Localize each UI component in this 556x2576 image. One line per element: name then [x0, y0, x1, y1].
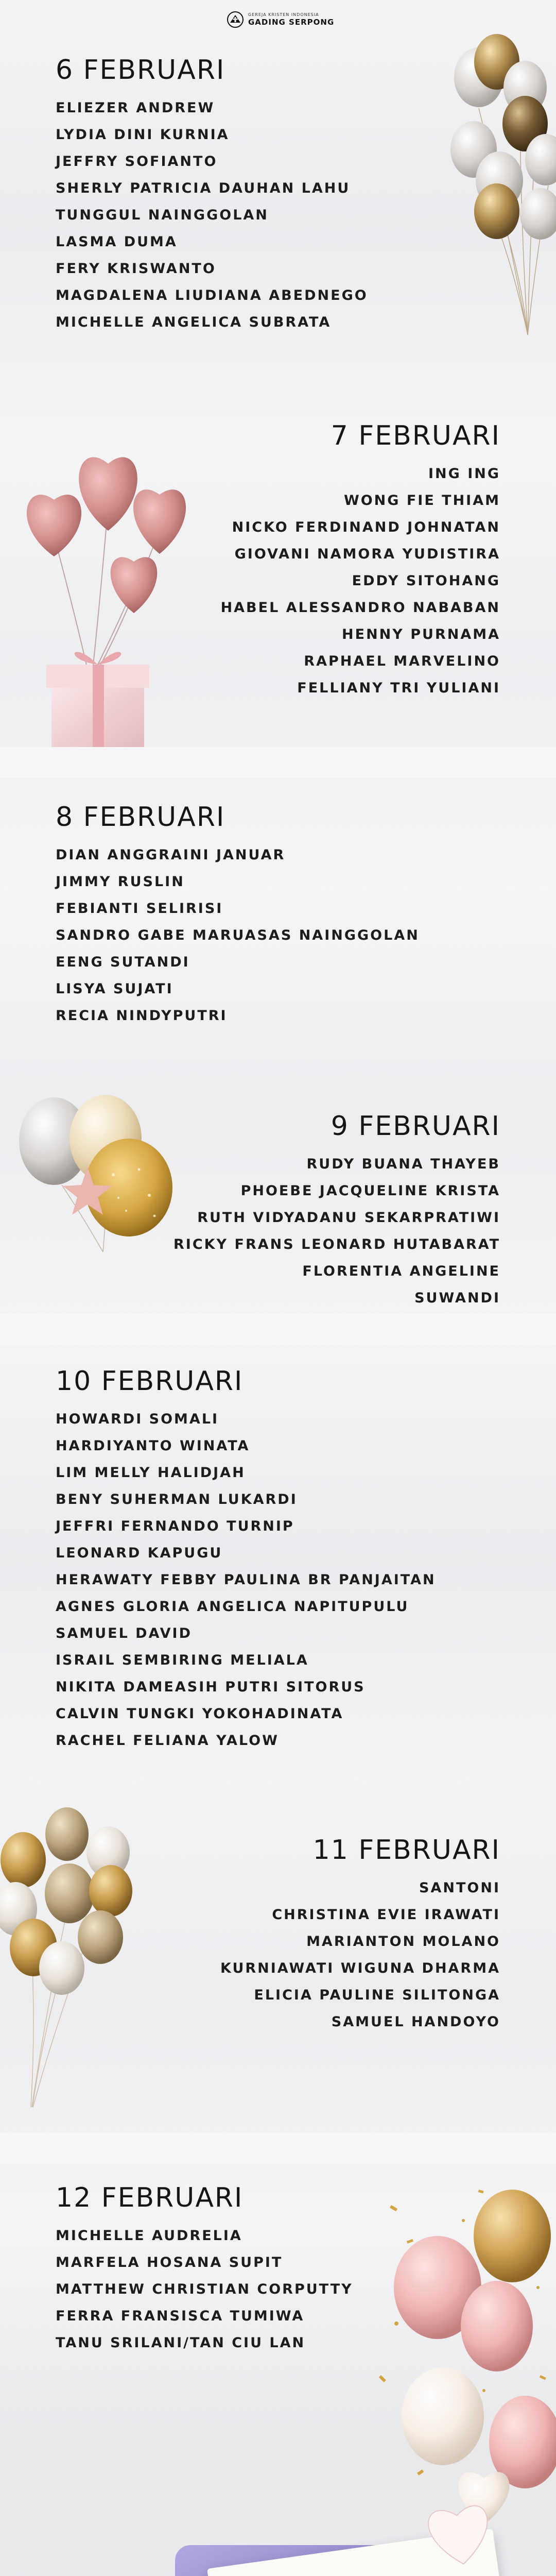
name-item: FEBIANTI SELIRISI	[56, 901, 223, 917]
birthday-section-9-feb	[173, 1113, 500, 1312]
name-item: SAMUEL HANDOYO	[331, 2014, 500, 2030]
name-item: MATTHEW CHRISTIAN CORPUTTY	[56, 2281, 353, 2297]
section-date: 11 FEBRUARI	[312, 1835, 500, 1866]
name-item: JIMMY RUSLIN	[56, 874, 185, 890]
name-item: ISRAIL SEMBIRING MELIALA	[56, 1652, 309, 1668]
logo-top-text: GEREJA KRISTEN INDONESIA	[248, 12, 319, 17]
name-item: SUWANDI	[414, 1290, 500, 1306]
name-item: NICKO FERDINAND JOHNATAN	[232, 519, 500, 535]
name-item: GIOVANI NAMORA YUDISTIRA	[234, 546, 500, 562]
name-item: NIKITA DAMEASIH PUTRI SITORUS	[56, 1679, 366, 1695]
name-item: HABEL ALESSANDRO NABABAN	[220, 600, 500, 616]
name-item: RACHEL FELIANA YALOW	[56, 1733, 279, 1749]
background-band	[0, 1314, 556, 1345]
name-item: SAMUEL DAVID	[56, 1625, 193, 1641]
name-item: RAPHAEL MARVELINO	[304, 653, 500, 669]
name-item: ING ING	[428, 466, 500, 482]
church-logo-icon	[227, 11, 244, 28]
name-item: FERY KRISWANTO	[56, 261, 216, 277]
name-item: CHRISTINA EVIE IRAWATI	[272, 1907, 500, 1923]
name-item: SANDRO GABE MARUASAS NAINGGOLAN	[56, 927, 420, 943]
section-date: 8 FEBRUARI	[56, 802, 225, 833]
name-item: MICHELLE AUDRELIA	[56, 2228, 242, 2244]
name-item: JEFFRY SOFIANTO	[56, 154, 218, 170]
birthday-section-10-feb	[56, 1368, 436, 1754]
name-item: MARIANTON MOLANO	[306, 1934, 500, 1950]
name-item: FELLIANY TRI YULIANI	[297, 680, 500, 696]
name-item: LISYA SUJATI	[56, 981, 173, 997]
name-item: BENY SUHERMAN LUKARDI	[56, 1492, 298, 1507]
name-item: MAGDALENA LIUDIANA ABEDNEGO	[56, 287, 368, 303]
logo-main-text: GADING SERPONG	[248, 18, 335, 27]
name-item: EDDY SITOHANG	[352, 573, 500, 589]
name-item: ELICIA PAULINE SILITONGA	[254, 1987, 500, 2003]
name-item: ELIEZER ANDREW	[56, 100, 215, 116]
name-item: FLORENTIA ANGELINE	[302, 1263, 500, 1279]
name-item: SANTONI	[419, 1880, 500, 1896]
name-item: RICKY FRANS LEONARD HUTABARAT	[173, 1236, 500, 1252]
section-date: 10 FEBRUARI	[56, 1366, 244, 1397]
name-item: KURNIAWATI WIGUNA DHARMA	[220, 1960, 500, 1976]
name-item: TUNGGUL NAINGGOLAN	[56, 207, 269, 223]
name-list	[56, 2223, 353, 2357]
name-item: WONG FIE THIAM	[343, 493, 500, 509]
name-list	[56, 842, 420, 1029]
name-item: HERAWATY FEBBY PAULINA BR PANJAITAN	[56, 1572, 436, 1588]
name-item: RUDY BUANA THAYEB	[306, 1156, 500, 1172]
heart-balloons-gift-icon	[15, 428, 211, 747]
birthday-section-8-feb	[56, 804, 420, 1029]
section-date: 12 FEBRUARI	[56, 2182, 244, 2213]
name-item: LEONARD KAPUGU	[56, 1545, 223, 1561]
church-logo	[227, 8, 335, 31]
name-item: FERRA FRANSISCA TUMIWA	[56, 2308, 305, 2324]
birthday-section-6-feb	[56, 57, 368, 336]
name-item: HENNY PURNAMA	[342, 626, 500, 642]
name-item: DIAN ANGGRAINI JANUAR	[56, 847, 286, 863]
name-item: MICHELLE ANGELICA SUBRATA	[56, 314, 332, 330]
name-list	[220, 1875, 500, 2036]
section-date: 9 FEBRUARI	[331, 1111, 500, 1142]
gold-balloons-icon	[443, 31, 556, 340]
name-list	[56, 95, 368, 336]
name-list	[221, 461, 500, 702]
card-heart-icon	[416, 2492, 502, 2574]
gold-silver-balloons-icon	[15, 1082, 185, 1257]
name-item: LIM MELLY HALIDJAH	[56, 1465, 246, 1481]
name-item: MARFELA HOSANA SUPIT	[56, 2255, 283, 2270]
name-item: HARDIYANTO WINATA	[56, 1438, 250, 1454]
name-item: CALVIN TUNGKI YOKOHADINATA	[56, 1706, 344, 1722]
name-item: LYDIA DINI KURNIA	[56, 127, 230, 143]
name-item: SHERLY PATRICIA DAUHAN LAHU	[56, 180, 351, 196]
name-item: EENG SUTANDI	[56, 954, 190, 970]
name-list	[56, 1406, 436, 1754]
name-item: AGNES GLORIA ANGELICA NAPITUPULU	[56, 1599, 409, 1615]
name-list	[173, 1151, 500, 1312]
name-item: RUTH VIDYADANU SEKARPRATIWI	[197, 1210, 500, 1226]
section-date: 6 FEBRUARI	[56, 55, 225, 86]
background-band	[0, 747, 556, 778]
section-date: 7 FEBRUARI	[331, 420, 500, 451]
birthday-section-12-feb	[56, 2184, 353, 2357]
name-item: HOWARDI SOMALI	[56, 1411, 219, 1427]
birthday-section-7-feb	[221, 422, 500, 702]
name-item: PHOEBE JACQUELINE KRISTA	[240, 1183, 500, 1199]
name-item: LASMA DUMA	[56, 234, 178, 250]
name-item: RECIA NINDYPUTRI	[56, 1008, 228, 1024]
birthday-section-11-feb	[220, 1837, 500, 2036]
name-item: JEFFRI FERNANDO TURNIP	[56, 1518, 294, 1534]
name-item: TANU SRILANI/TAN CIU LAN	[56, 2335, 306, 2351]
gold-balloon-bunch-icon	[0, 1803, 149, 2112]
